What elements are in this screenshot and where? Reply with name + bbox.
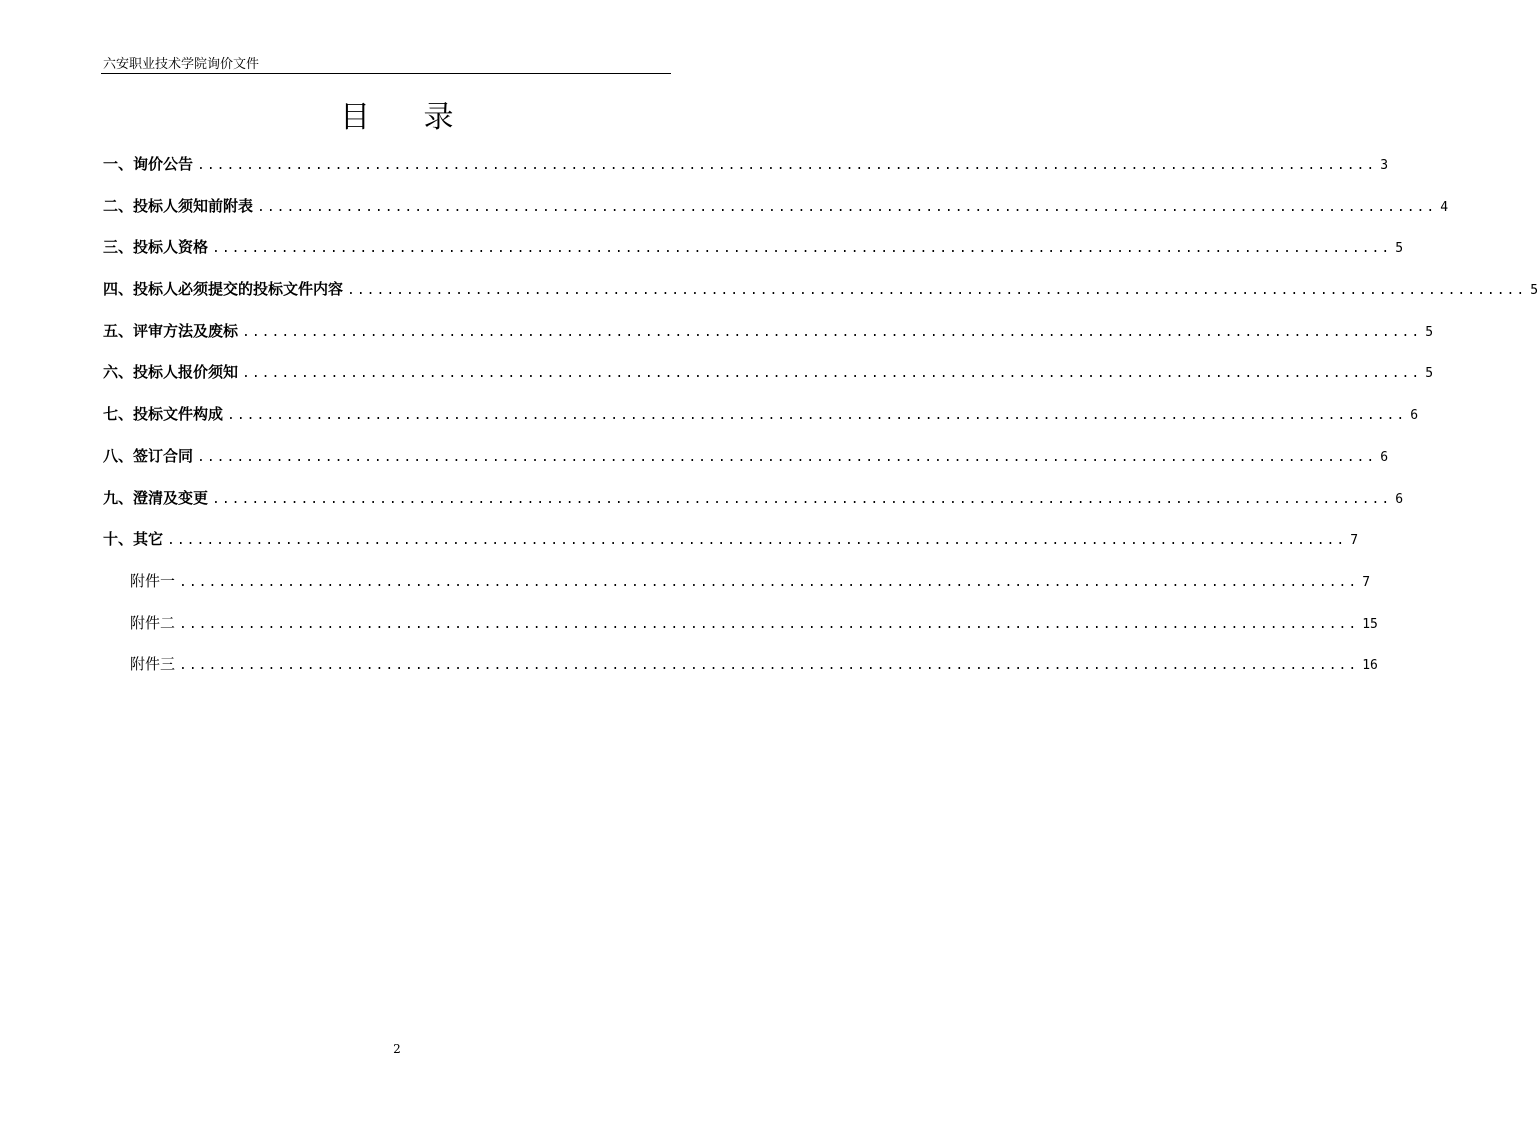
toc-dot-leader: ........................................................................................................................	[179, 574, 1359, 590]
toc-entry-page: 15	[1362, 616, 1378, 632]
toc-dot-leader: ........................................................................................................................	[242, 366, 1422, 382]
toc-entry-page: 7	[1362, 574, 1371, 590]
table-of-contents	[103, 151, 1538, 693]
toc-entry-label: 六、投标人报价须知	[103, 363, 239, 382]
toc-entry[interactable]	[103, 610, 1378, 652]
page-number: 2	[393, 1042, 401, 1056]
toc-entry[interactable]	[103, 401, 1419, 443]
running-header: 六安职业技术学院询价文件	[103, 57, 260, 72]
toc-entry-label: 四、投标人必须提交的投标文件内容	[103, 280, 344, 299]
toc-dot-leader: ........................................................................................................................	[242, 324, 1422, 340]
toc-entry[interactable]	[103, 568, 1371, 610]
toc-entry-label: 一、询价公告	[103, 155, 194, 173]
toc-title: 目 录	[340, 100, 476, 135]
toc-entry[interactable]	[103, 193, 1449, 235]
toc-dot-leader: ........................................................................................................................	[212, 491, 1392, 507]
toc-dot-leader: ........................................................................................................................	[212, 241, 1392, 257]
toc-entry-label: 附件二	[130, 613, 176, 632]
toc-entry-page: 16	[1362, 658, 1378, 674]
toc-entry[interactable]	[103, 276, 1538, 318]
toc-entry-label: 九、澄清及变更	[103, 488, 209, 507]
toc-entry-page: 4	[1440, 199, 1449, 215]
toc-dot-leader: ........................................................................................................................	[197, 158, 1377, 173]
toc-dot-leader: ........................................................................................................................	[179, 616, 1359, 632]
toc-entry[interactable]	[103, 443, 1389, 485]
toc-entry-page: 5	[1425, 324, 1434, 340]
toc-entry-label: 七、投标文件构成	[103, 405, 224, 424]
toc-entry[interactable]	[103, 151, 1389, 193]
toc-entry-page: 3	[1380, 158, 1389, 173]
toc-dot-leader: ........................................................................................................................	[257, 199, 1437, 215]
toc-dot-leader: ........................................................................................................................	[179, 658, 1359, 674]
toc-entry[interactable]	[103, 318, 1434, 360]
toc-entry-page: 5	[1395, 241, 1404, 257]
toc-entry-page: 6	[1410, 408, 1419, 424]
toc-entry-label: 十、其它	[103, 530, 164, 549]
toc-entry-label: 八、签订合同	[103, 446, 194, 465]
toc-dot-leader: ........................................................................................................................	[197, 449, 1377, 465]
toc-entry[interactable]	[103, 359, 1434, 401]
toc-entry-label: 五、评审方法及废标	[103, 321, 239, 340]
toc-entry-label: 二、投标人须知前附表	[103, 196, 254, 215]
toc-entry[interactable]	[103, 651, 1378, 693]
toc-entry-page: 5	[1425, 366, 1434, 382]
header-rule	[101, 73, 671, 74]
toc-entry-label: 附件三	[130, 655, 176, 674]
toc-entry-label: 附件一	[130, 571, 176, 590]
toc-entry-page: 6	[1380, 449, 1389, 465]
toc-dot-leader: ........................................................................................................................	[347, 283, 1527, 299]
toc-dot-leader: ........................................................................................................................	[167, 533, 1347, 549]
toc-entry[interactable]	[103, 234, 1404, 276]
toc-entry[interactable]	[103, 485, 1404, 527]
toc-entry-label: 三、投标人资格	[103, 238, 209, 257]
toc-entry-page: 7	[1350, 533, 1359, 549]
toc-entry-page: 5	[1530, 283, 1538, 299]
toc-dot-leader: ........................................................................................................................	[227, 408, 1407, 424]
toc-entry[interactable]	[103, 526, 1359, 568]
toc-entry-page: 6	[1395, 491, 1404, 507]
